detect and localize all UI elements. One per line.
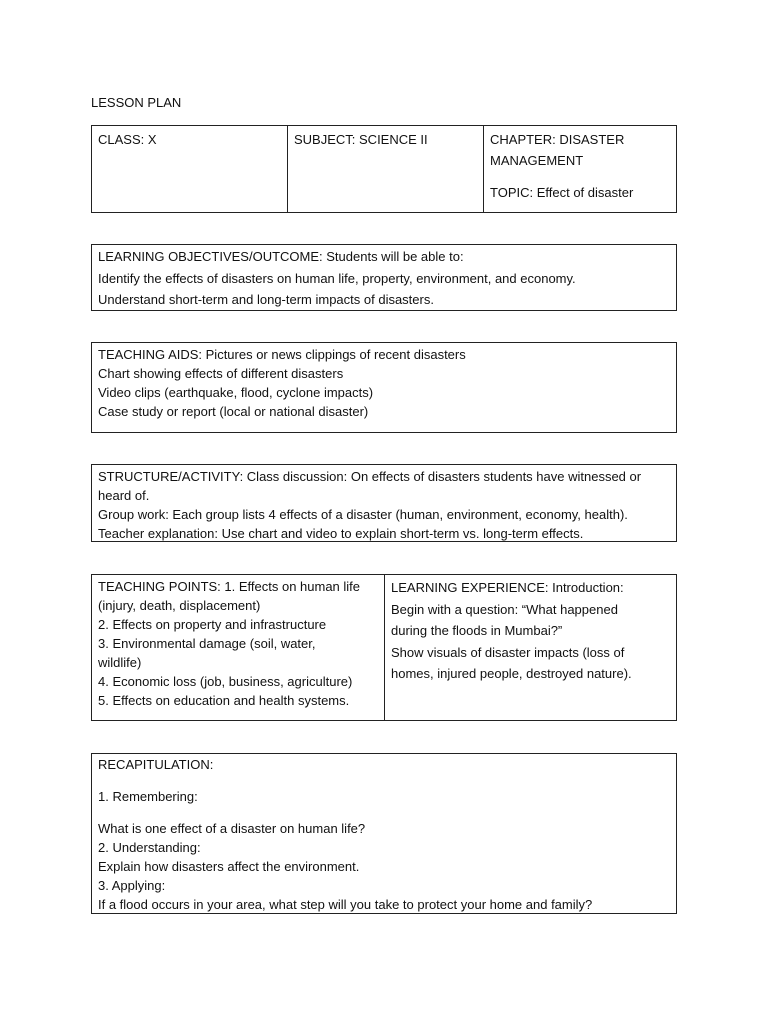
recap-line: Explain how disasters affect the environment.: [98, 859, 360, 874]
objective-item: Identify the effects of disasters on human life, property, environment, and economy.: [98, 270, 576, 286]
learning-experience-line: Show visuals of disaster impacts (loss of: [391, 644, 625, 660]
chapter-cell: [484, 126, 676, 212]
structure-line: STRUCTURE/ACTIVITY: Class discussion: On effects of disasters students have witnessed or: [98, 469, 642, 484]
recap-heading: RECAPITULATION:: [98, 757, 214, 772]
learning-experience-cell: [385, 575, 676, 720]
teaching-point-line: 3. Environmental damage (soil, water,: [98, 636, 316, 651]
teaching-point-line: wildlife): [98, 655, 142, 670]
structure-line: Teacher explanation: Use chart and video to explain short-term vs. long-term effects.: [98, 526, 584, 541]
teaching-aids-line: Chart showing effects of different disasters: [98, 366, 344, 381]
structure-activity-box: [91, 464, 677, 542]
learning-experience-line: LEARNING EXPERIENCE: Introduction:: [391, 580, 624, 595]
teaching-aids-line: TEACHING AIDS: Pictures or news clippings of recent disasters: [98, 347, 466, 362]
objectives-heading: LEARNING OBJECTIVES/OUTCOME: Students will be able to:: [98, 249, 464, 264]
teaching-aids-line: Case study or report (local or national disaster): [98, 404, 369, 419]
learning-experience-line: during the floods in Mumbai?”: [391, 623, 563, 638]
teaching-point-line: TEACHING POINTS: 1. Effects on human life: [98, 579, 361, 594]
structure-line: heard of.: [98, 488, 150, 503]
header-table: [91, 125, 677, 213]
learning-experience-line: Begin with a question: “What happened: [391, 601, 618, 617]
teaching-points-table: [91, 574, 677, 721]
chapter-text-line1: CHAPTER: DISASTER: [490, 132, 625, 147]
teaching-aids-line: Video clips (earthquake, flood, cyclone impacts): [98, 385, 374, 400]
learning-experience-line: homes, injured people, destroyed nature).: [391, 666, 632, 681]
topic-text: TOPIC: Effect of disaster: [490, 185, 634, 200]
objective-item: Understand short-term and long-term impacts of disasters.: [98, 292, 434, 307]
teaching-point-line: (injury, death, displacement): [98, 598, 261, 613]
teaching-aids-box: [91, 342, 677, 433]
recapitulation-box: [91, 753, 677, 914]
objectives-box: [91, 244, 677, 311]
document-title: LESSON PLAN: [91, 95, 182, 110]
recap-line: 3. Applying:: [98, 878, 166, 893]
teaching-point-line: 4. Economic loss (job, business, agriculture): [98, 674, 353, 689]
class-text: CLASS: X: [98, 132, 157, 147]
teaching-points-cell: [92, 575, 385, 720]
teaching-point-line: 2. Effects on property and infrastructure: [98, 617, 327, 632]
structure-line: Group work: Each group lists 4 effects of a disaster (human, environment, economy, health).: [98, 507, 628, 522]
class-cell: [92, 126, 288, 212]
chapter-text-line2: MANAGEMENT: [490, 153, 584, 168]
recap-line: What is one effect of a disaster on human life?: [98, 821, 366, 836]
teaching-point-line: 5. Effects on education and health systems.: [98, 693, 350, 708]
recap-line: If a flood occurs in your area, what step will you take to protect your home and family?: [98, 897, 593, 912]
recap-remembering: 1. Remembering:: [98, 789, 198, 804]
subject-cell: [288, 126, 484, 212]
recap-line: 2. Understanding:: [98, 840, 201, 855]
subject-text: SUBJECT: SCIENCE II: [294, 132, 428, 147]
